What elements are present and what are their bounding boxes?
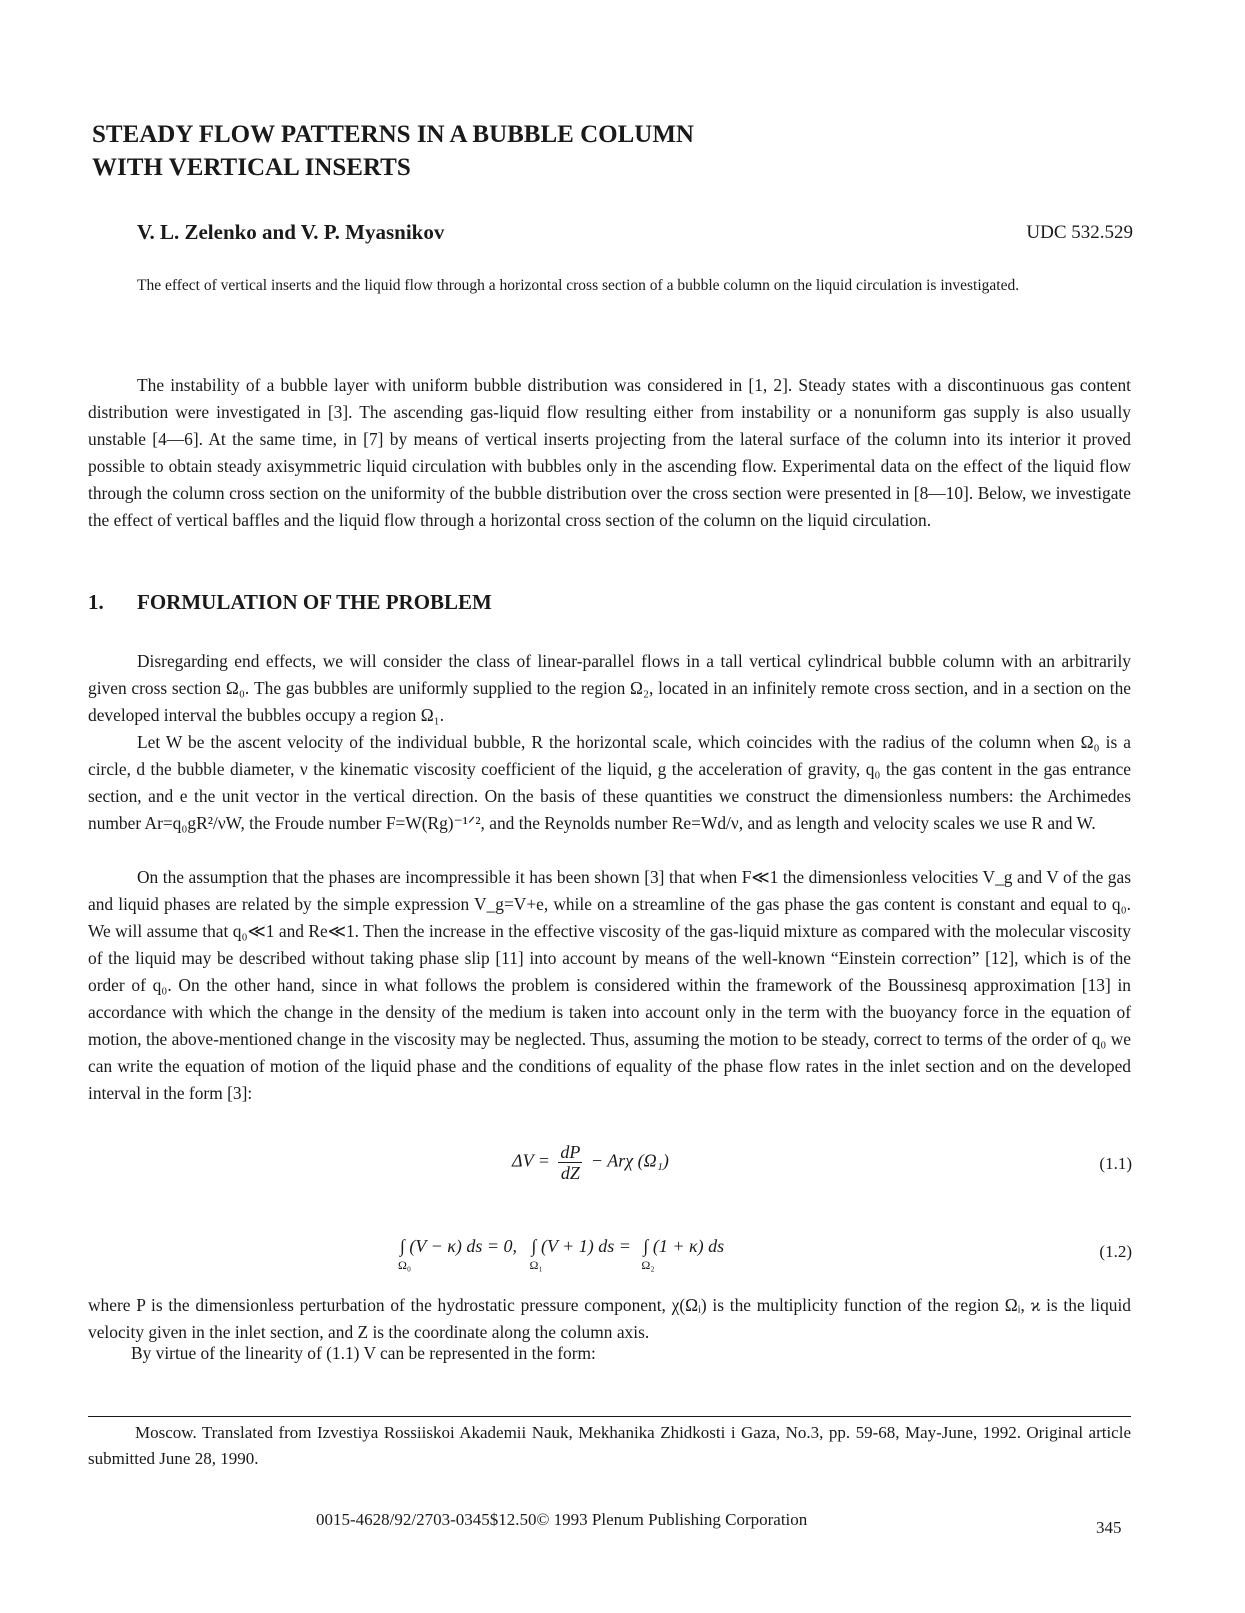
eq2-integral-3-domain: Ω₂ — [641, 1258, 655, 1272]
eq2-integral-2-text: ∫ (V + 1) ds = — [531, 1236, 631, 1256]
eq2-integral-1 — [398, 1236, 518, 1272]
equation-1-2-body — [398, 1236, 726, 1272]
equation-1-1-number: (1.1) — [1099, 1154, 1132, 1173]
equation-1-1-body — [512, 1142, 669, 1183]
section-paragraph-2: Let W be the ascent velocity of the individual bubble, R the horizontal scale, which coincides with the radius of the column when Ω₀ is a circle, d the bubble diameter, ν the kinematic viscosity coefficient of the liquid, g the acceleration of gravity, q₀ the gas content in the gas entrance section, and e the unit vector in the vertical direction. On the basis of these quantities we construct the dimensionless numbers: the Archimedes number Ar=q₀gR²/νW, the Froude number F=W(Rg)⁻¹ᐟ², and the Reynolds number Re=Wd/ν, and as length and velocity scales we use R and W. — [88, 732, 1131, 833]
section-heading — [88, 590, 492, 615]
section-number: 1. — [88, 590, 104, 614]
eq1-fraction — [558, 1142, 582, 1183]
section-title: FORMULATION OF THE PROBLEM — [137, 590, 492, 614]
eq1-numerator: dP — [560, 1142, 581, 1162]
section-paragraph-1: Disregarding end effects, we will consider the class of linear-parallel flows in a tall vertical cylindrical bubble column with an arbitrarily given cross section Ω₀. The gas bubbles are uniformly supplied to the region Ω₂, located in an infinitely remote cross section, and in a section on the developed interval the bubbles occupy a region Ω₁. — [88, 651, 1131, 725]
eq1-denominator: dZ — [560, 1163, 580, 1183]
title-line-2: WITH VERTICAL INSERTS — [92, 154, 411, 181]
equation-1-2 — [0, 1236, 1245, 1280]
equation-1-1 — [0, 1142, 1245, 1186]
equation-1-2-number: (1.2) — [1099, 1242, 1132, 1261]
footnote-divider — [88, 1416, 1131, 1417]
eq2-integral-3 — [641, 1236, 725, 1272]
eq2-integral-1-text: ∫ (V − κ) ds = 0, — [400, 1236, 518, 1256]
page-number: 345 — [1096, 1518, 1122, 1537]
copyright-line: 0015-4628/92/2703-0345$12.50© 1993 Plenum Publishing Corporation — [316, 1510, 808, 1529]
eq2-integral-3-text: ∫ (1 + κ) ds — [643, 1236, 725, 1256]
authors: V. L. Zelenko and V. P. Myasnikov — [137, 220, 445, 244]
eq2-integral-1-domain: Ω₀ — [398, 1258, 412, 1272]
footnote: Moscow. Translated from Izvestiya Rossiiskoi Akademii Nauk, Mekhanika Zhidkosti i Gaza, No.3, pp. 59-68, May-June, 1992. Original article submitted June 28, 1990. — [88, 1423, 1131, 1468]
section-paragraph-5: By virtue of the linearity of (1.1) V can be represented in the form: — [131, 1343, 596, 1363]
eq2-integral-2 — [529, 1236, 631, 1272]
section-paragraph-4: where P is the dimensionless perturbation of the hydrostatic pressure component, χ(Ωᵢ) is the multiplicity function of the region Ωᵢ, ϰ is the liquid velocity given in the inlet section, and Z is the coordinate along the column axis. — [88, 1295, 1131, 1342]
section-paragraph-3: On the assumption that the phases are incompressible it has been shown [3] that when F≪1 the dimensionless velocities V_g and V of the gas and liquid phases are related by the simple expression V_g=V+e, while on a streamline of the gas phase the gas content is constant and equal to q₀. We will assume that q₀≪1 and Re≪1. Then the increase in the effective viscosity of the gas-liquid mixture as compared with the molecular viscosity of the liquid may be described without taking phase slip [11] into account by means of the well-known “Einstein correction” [12], which is of the order of q₀. On the other hand, since in what follows the problem is considered within the framework of the Boussinesq approximation [13] in accordance with which the change in the density of the medium is taken into account only in the term with the buoyancy force in the equation of motion, the above-mentioned change in the viscosity may be neglected. Thus, assuming the motion to be steady, correct to terms of the order of q₀ we can write the equation of motion of the liquid phase and the conditions of equality of the phase flow rates in the inlet section and on the developed interval in the form [3]: — [88, 867, 1131, 1103]
eq1-lhs: ΔV = — [512, 1150, 550, 1171]
title-line-1: STEADY FLOW PATTERNS IN A BUBBLE COLUMN — [92, 121, 694, 148]
eq2-integral-2-domain: Ω₁ — [529, 1258, 543, 1272]
eq1-rhs: − Arχ (Ω₁) — [590, 1150, 669, 1171]
udc-code: UDC 532.529 — [1026, 222, 1133, 243]
intro-paragraph: The instability of a bubble layer with uniform bubble distribution was considered in [1, 2]. Steady states with a discontinuous gas content distribution were investigated in [3]. The ascending gas-liquid flow resulting either from instability or a nonuniform gas supply is also usually unstable [4—6]. At the same time, in [7] by means of vertical inserts projecting from the lateral surface of the column into its interior it proved possible to obtain steady axisymmetric liquid circulation with bubbles only in the ascending flow. Experimental data on the effect of the liquid flow through the column cross section on the uniformity of the bubble distribution over the cross section were presented in [8—10]. Below, we investigate the effect of vertical baffles and the liquid flow through a horizontal cross section of the column on the liquid circulation. — [88, 375, 1131, 530]
article-title — [92, 118, 992, 184]
abstract: The effect of vertical inserts and the liquid flow through a horizontal cross section of a bubble column on the liquid circulation is investigated. — [137, 277, 1020, 294]
